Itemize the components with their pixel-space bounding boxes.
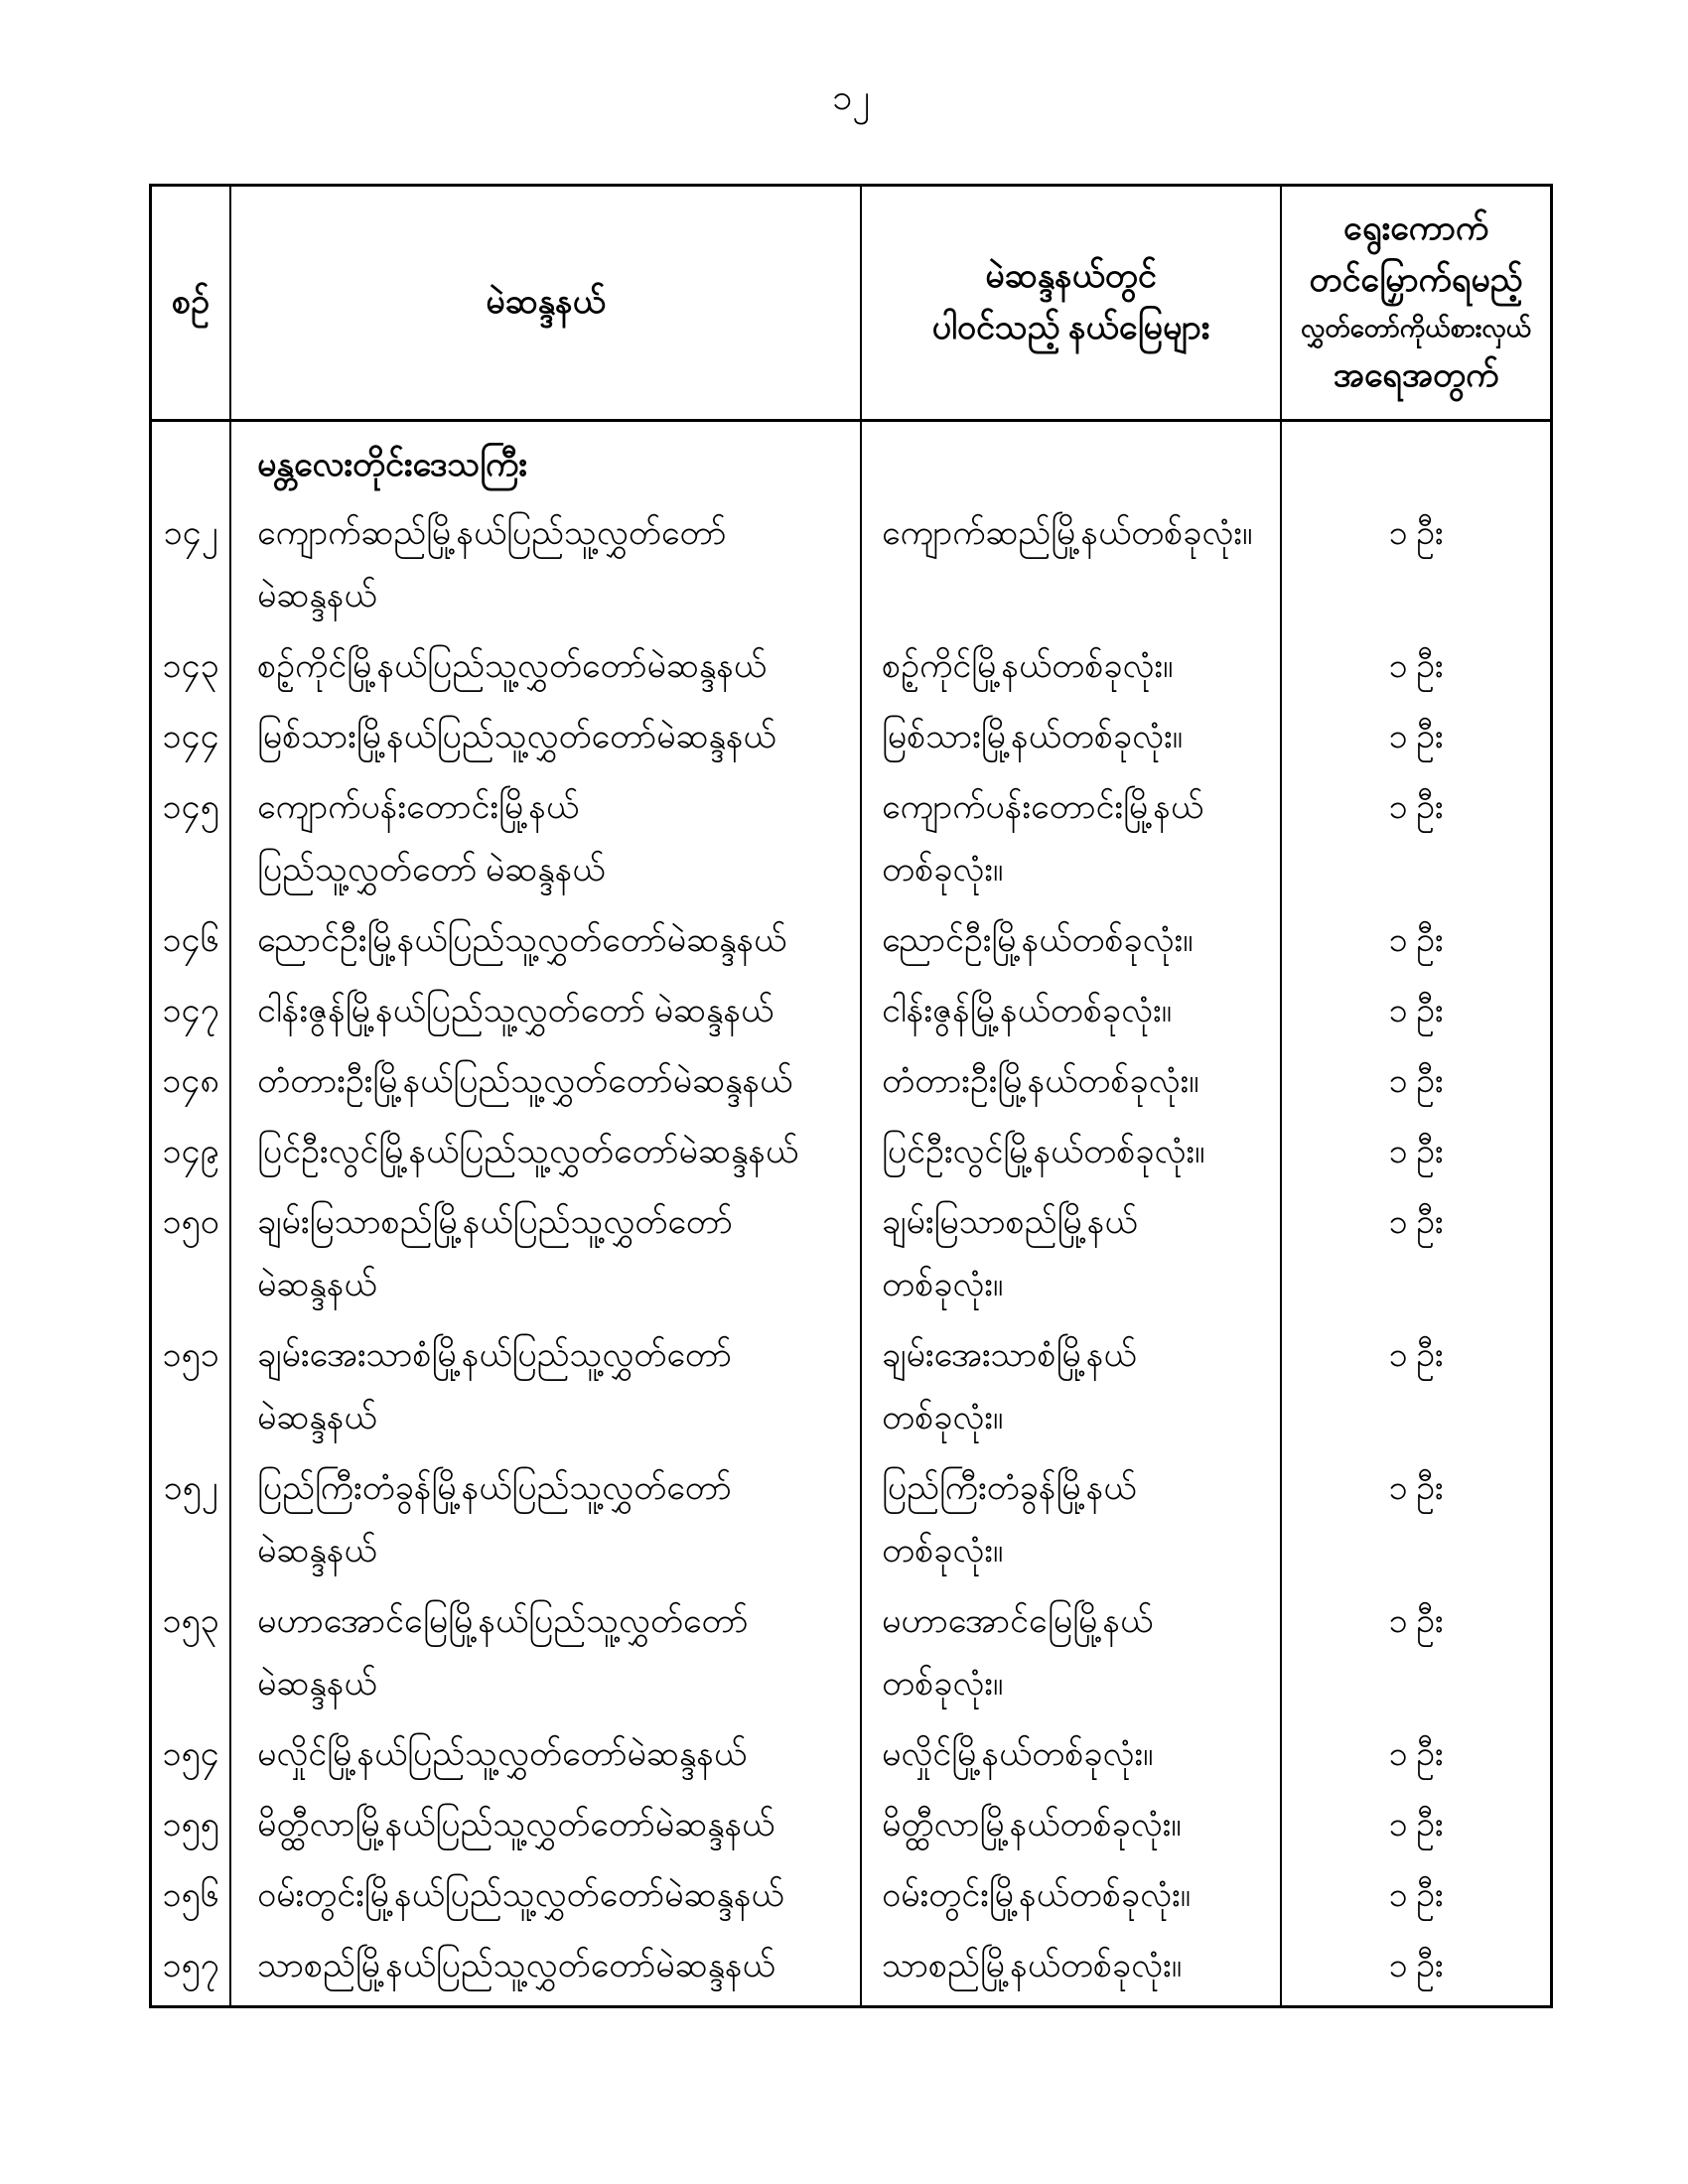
header-cell-no (152, 187, 231, 419)
constituency-name (231, 980, 862, 1050)
included-areas-line: စဉ့်ကိုင်မြို့နယ်တစ်ခုလုံး။ (882, 648, 1174, 685)
constituency-name-line: ပြည်ကြီးတံခွန်မြို့နယ်ပြည်သူ့လွှတ်တော် (257, 1470, 732, 1507)
representative-count-line: ၁ ဦး (1388, 1603, 1444, 1640)
table-row (152, 1324, 1550, 1457)
included-areas-line: ကျောက်ဆည်မြို့နယ်တစ်ခုလုံး။ (882, 515, 1253, 552)
representative-count (1282, 635, 1550, 706)
representative-count (1282, 1864, 1550, 1935)
constituency-name-line: သာစည်မြို့နယ်ပြည်သူ့လွှတ်တော်မဲဆန္ဒနယ် (257, 1948, 775, 1984)
table-row (152, 980, 1550, 1050)
row-number (152, 502, 231, 635)
representative-count-line: ၁ ဦး (1388, 515, 1444, 552)
row-number-line: ၁၄၅ (162, 789, 219, 826)
constituency-name (231, 909, 862, 980)
constituency-name (231, 1324, 862, 1457)
row-number-line: ၁၅၇ (162, 1948, 219, 1984)
table-row (152, 1864, 1550, 1935)
header-reps-line3: လွှတ်တော်ကိုယ်စားလှယ် (1300, 314, 1532, 342)
constituency-name-line: ပြည်သူ့လွှတ်တော် မဲဆန္ဒနယ် (257, 852, 606, 888)
representative-count-line: ၁ ဦး (1388, 1736, 1444, 1773)
constituency-name-line: မလှိုင်မြို့နယ်ပြည်သူ့လွှတ်တော်မဲဆန္ဒနယ် (257, 1736, 747, 1773)
row-number (152, 776, 231, 909)
representative-count-line: ၁ ဦး (1388, 719, 1444, 755)
constituency-name-line: မဲဆန္ဒနယ် (257, 1533, 377, 1570)
included-areas-line: မဟာအောင်မြေမြို့နယ် (882, 1603, 1154, 1640)
row-number (152, 1121, 231, 1191)
row-number (152, 1723, 231, 1794)
constituency-name-line: ညောင်ဦးမြို့နယ်ပြည်သူ့လွှတ်တော်မဲဆန္ဒနယ် (257, 922, 787, 959)
constituency-name-line: ကျောက်ဆည်မြို့နယ်ပြည်သူ့လွှတ်တော် (257, 515, 727, 552)
included-areas (862, 1723, 1282, 1794)
included-areas (862, 635, 1282, 706)
row-number-line: ၁၅၆ (162, 1877, 219, 1914)
constituency-name-line: မိတ္ထီလာမြို့နယ်ပြည်သူ့လွှတ်တော်မဲဆန္ဒနယ် (257, 1807, 775, 1843)
table-row (152, 502, 1550, 635)
representative-count (1282, 909, 1550, 980)
representative-count-line: ၁ ဦး (1388, 1470, 1444, 1507)
included-areas-line: တစ်ခုလုံး။ (882, 852, 1004, 888)
included-areas (862, 1191, 1282, 1324)
included-areas (862, 980, 1282, 1050)
constituency-name-line: ငါန်းဇွန်မြို့နယ်ပြည်သူ့လွှတ်တော် မဲဆန္ဒနယ် (257, 993, 774, 1029)
page-number: ၁၂ (832, 77, 870, 117)
included-areas-line: ချမ်းမြသာစည်မြို့နယ် (882, 1204, 1138, 1241)
representative-count (1282, 706, 1550, 776)
table-row (152, 909, 1550, 980)
row-number-line: ၁၅၃ (162, 1603, 219, 1640)
table-header-row (152, 187, 1550, 422)
header-reps-line2: တင်မြှောက်ရမည့် (1309, 262, 1523, 299)
constituency-name (231, 1590, 862, 1723)
representative-count-line: ၁ ဦး (1388, 1063, 1444, 1100)
table-row (152, 1050, 1550, 1121)
row-number-line: ၁၄၂ (163, 515, 218, 552)
row-number-line: ၁၄၇ (162, 993, 219, 1029)
header-cell-constituency (231, 187, 862, 419)
representative-count (1282, 1457, 1550, 1590)
constituency-name-line: မဲဆန္ဒနယ် (257, 1400, 377, 1436)
representative-count (1282, 1050, 1550, 1121)
row-number (152, 1050, 231, 1121)
representative-count-line: ၁ ဦး (1388, 993, 1444, 1029)
row-number (152, 1864, 231, 1935)
representative-count (1282, 1121, 1550, 1191)
included-areas-line: တံတားဦးမြို့နယ်တစ်ခုလုံး။ (882, 1063, 1199, 1100)
constituency-name (231, 706, 862, 776)
representative-count (1282, 1935, 1550, 2005)
included-areas-line: မြစ်သားမြို့နယ်တစ်ခုလုံး။ (882, 719, 1183, 755)
included-areas-line: မိတ္ထီလာမြို့နယ်တစ်ခုလုံး။ (882, 1807, 1182, 1843)
representative-count-line: ၁ ဦး (1388, 1337, 1444, 1374)
constituency-name-line: မဲဆန္ဒနယ် (257, 578, 377, 614)
representative-count (1282, 1723, 1550, 1794)
row-number (152, 1590, 231, 1723)
row-number (152, 706, 231, 776)
included-areas (862, 1794, 1282, 1864)
table-row (152, 1723, 1550, 1794)
representative-count-line: ၁ ဦး (1388, 648, 1444, 685)
representative-count (1282, 1324, 1550, 1457)
included-areas (862, 1050, 1282, 1121)
constituency-table (149, 184, 1553, 2008)
representative-count (1282, 1794, 1550, 1864)
row-number (152, 1324, 231, 1457)
representative-count (1282, 1191, 1550, 1324)
included-areas (862, 706, 1282, 776)
constituency-name-line: မဲဆန္ဒနယ် (257, 1666, 377, 1703)
included-areas-line: ဝမ်းတွင်းမြို့နယ်တစ်ခုလုံး။ (882, 1877, 1191, 1914)
included-areas-line: ပြည်ကြီးတံခွန်မြို့နယ် (882, 1470, 1137, 1507)
table-row (152, 635, 1550, 706)
included-areas-line: ချမ်းအေးသာစံမြို့နယ် (882, 1337, 1137, 1374)
constituency-name-line: မဟာအောင်မြေမြို့နယ်ပြည်သူ့လွှတ်တော် (257, 1603, 749, 1640)
row-number-line: ၁၅၀ (162, 1204, 219, 1241)
constituency-name-line: ကျောက်ပန်းတောင်းမြို့နယ် (257, 789, 579, 826)
included-areas-line: တစ်ခုလုံး။ (882, 1400, 1004, 1436)
representative-count-line: ၁ ဦး (1388, 1204, 1444, 1241)
constituency-name (231, 1457, 862, 1590)
included-areas (862, 1457, 1282, 1590)
table-row (152, 1191, 1550, 1324)
row-number (152, 1191, 231, 1324)
table-row (152, 776, 1550, 909)
section-cell-reps (1282, 422, 1550, 502)
constituency-name-line: မြစ်သားမြို့နယ်ပြည်သူ့လွှတ်တော်မဲဆန္ဒနယ် (257, 719, 776, 755)
constituency-name (231, 1935, 862, 2005)
header-reps-line4: အရေအတွက် (1333, 357, 1499, 394)
representative-count-line: ၁ ဦး (1388, 1807, 1444, 1843)
included-areas-line: ကျောက်ပန်းတောင်းမြို့နယ် (882, 789, 1203, 826)
representative-count-line: ၁ ဦး (1388, 1134, 1444, 1170)
table-row (152, 1457, 1550, 1590)
row-number (152, 1935, 231, 2005)
constituency-name-line: ဝမ်းတွင်းမြို့နယ်ပြည်သူ့လွှတ်တော်မဲဆန္ဒနယ် (257, 1877, 784, 1914)
representative-count (1282, 502, 1550, 635)
constituency-name-line: တံတားဦးမြို့နယ်ပြည်သူ့လွှတ်တော်မဲဆန္ဒနယ် (257, 1063, 793, 1100)
constituency-name (231, 1794, 862, 1864)
row-number (152, 635, 231, 706)
included-areas (862, 1864, 1282, 1935)
row-number (152, 1457, 231, 1590)
constituency-name-line: ပြင်ဦးလွင်မြို့နယ်ပြည်သူ့လွှတ်တော်မဲဆန္ဒနယ် (257, 1134, 798, 1170)
row-number (152, 909, 231, 980)
row-number-line: ၁၅၂ (163, 1470, 218, 1507)
section-cell-no (152, 422, 231, 502)
row-number (152, 1794, 231, 1864)
included-areas (862, 1935, 1282, 2005)
included-areas-line: ညောင်ဦးမြို့နယ်တစ်ခုလုံး။ (882, 922, 1194, 959)
row-number-line: ၁၅၁ (162, 1337, 219, 1374)
header-reps-line1: ရွေးကောက် (1342, 210, 1489, 247)
row-number-line: ၁၄၈ (162, 1063, 219, 1100)
section-title: မန္တလေးတိုင်းဒေသကြီး (231, 422, 862, 502)
representative-count-line: ၁ ဦး (1388, 922, 1444, 959)
included-areas-line: မလှိုင်မြို့နယ်တစ်ခုလုံး။ (882, 1736, 1154, 1773)
included-areas-line: တစ်ခုလုံး။ (882, 1666, 1004, 1703)
representative-count-line: ၁ ဦး (1388, 1877, 1444, 1914)
included-areas (862, 502, 1282, 635)
included-areas (862, 1121, 1282, 1191)
section-row (152, 422, 1550, 502)
row-number-line: ၁၄၉ (162, 1134, 219, 1170)
header-areas-line1: မဲဆန္ဒနယ်တွင် (985, 258, 1157, 295)
constituency-name (231, 1864, 862, 1935)
header-no-label: စဉ် (172, 284, 210, 321)
row-number-line: ၁၄၆ (162, 922, 219, 959)
included-areas (862, 776, 1282, 909)
constituency-name-line: ချမ်းမြသာစည်မြို့နယ်ပြည်သူ့လွှတ်တော် (257, 1204, 733, 1241)
table-row (152, 1794, 1550, 1864)
included-areas (862, 909, 1282, 980)
constituency-name (231, 1050, 862, 1121)
table-row (152, 1590, 1550, 1723)
table-row (152, 1935, 1550, 2005)
constituency-name (231, 1121, 862, 1191)
header-constituency-label: မဲဆန္ဒနယ် (486, 284, 606, 321)
row-number-line: ၁၄၃ (162, 648, 219, 685)
representative-count (1282, 980, 1550, 1050)
table-body (152, 422, 1550, 2005)
included-areas (862, 1590, 1282, 1723)
header-areas-line2: ပါဝင်သည့် နယ်မြေများ (931, 310, 1210, 346)
table-row (152, 706, 1550, 776)
row-number (152, 980, 231, 1050)
representative-count-line: ၁ ဦး (1388, 789, 1444, 826)
included-areas-line: ပြင်ဦးလွင်မြို့နယ်တစ်ခုလုံး။ (882, 1134, 1205, 1170)
included-areas-line: သာစည်မြို့နယ်တစ်ခုလုံး။ (882, 1948, 1182, 1984)
header-cell-areas (862, 187, 1282, 419)
representative-count (1282, 776, 1550, 909)
row-number-line: ၁၄၄ (162, 719, 219, 755)
constituency-name-line: စဉ့်ကိုင်မြို့နယ်ပြည်သူ့လွှတ်တော်မဲဆန္ဒနယ် (257, 648, 767, 685)
section-cell-areas (862, 422, 1282, 502)
table-row (152, 1121, 1550, 1191)
representative-count (1282, 1590, 1550, 1723)
constituency-name (231, 1191, 862, 1324)
constituency-name (231, 1723, 862, 1794)
row-number-line: ၁၅၅ (162, 1807, 219, 1843)
constituency-name (231, 776, 862, 909)
included-areas-line: တစ်ခုလုံး။ (882, 1533, 1004, 1570)
header-cell-representatives (1282, 187, 1550, 419)
included-areas-line: ငါန်းဇွန်မြို့နယ်တစ်ခုလုံး။ (882, 993, 1172, 1029)
constituency-name (231, 502, 862, 635)
included-areas-line: တစ်ခုလုံး။ (882, 1267, 1004, 1303)
constituency-name-line: ချမ်းအေးသာစံမြို့နယ်ပြည်သူ့လွှတ်တော် (257, 1337, 732, 1374)
constituency-name-line: မဲဆန္ဒနယ် (257, 1267, 377, 1303)
constituency-name (231, 635, 862, 706)
included-areas (862, 1324, 1282, 1457)
representative-count-line: ၁ ဦး (1388, 1948, 1444, 1984)
row-number-line: ၁၅၄ (162, 1736, 219, 1773)
